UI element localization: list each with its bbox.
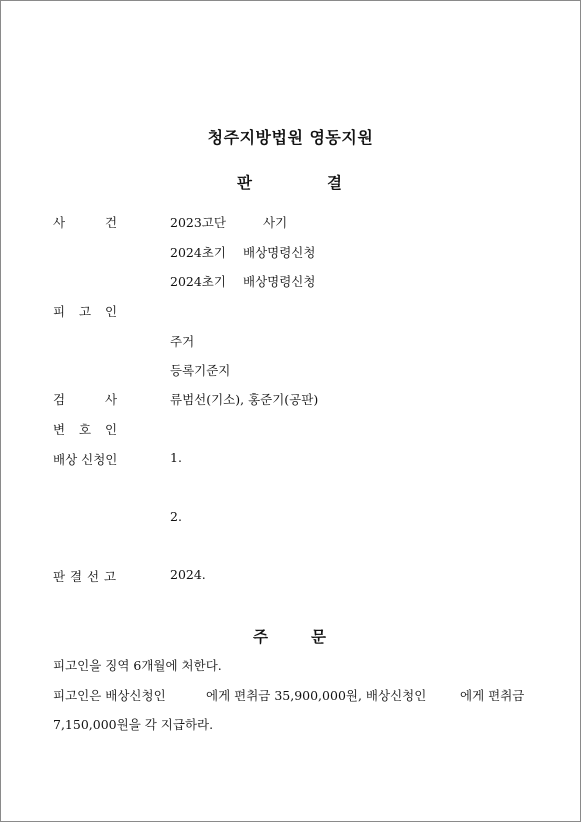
case-name-3: 배상명령신청 xyxy=(243,274,316,289)
case-number-2: 2024초기 xyxy=(170,245,226,260)
judgment-date-label-char-4: 고 xyxy=(104,569,117,584)
judgment-heading-char-1: 판 xyxy=(237,174,252,192)
case-number-3: 2024초기 xyxy=(170,274,226,289)
defendant-address-label: 주거 xyxy=(170,334,195,349)
prosecutor-label-char-1: 검 xyxy=(53,392,66,407)
order-heading-char-1: 주 xyxy=(253,628,268,646)
applicant-item-1: 1. xyxy=(170,450,182,465)
ruling-line-3: 7,150,000원을 각 지급하라. xyxy=(53,717,214,732)
counsel-label-char-3: 인 xyxy=(105,422,118,437)
prosecutor-label-char-2: 사 xyxy=(105,392,118,407)
prosecutor-names: 류범선(기소), 홍준기(공판) xyxy=(170,392,319,407)
ruling-line-2-part-3: 에게 편취금 xyxy=(460,688,525,703)
case-label-char-1: 사 xyxy=(53,215,66,230)
order-heading-char-2: 문 xyxy=(311,628,326,646)
ruling-line-2-part-1: 피고인은 배상신청인 xyxy=(53,688,166,703)
court-name: 청주지방법원 영동지원 xyxy=(207,128,374,147)
applicant-label: 배상 신청인 xyxy=(53,452,118,467)
defendant-label-char-1: 피 xyxy=(53,304,66,319)
case-name-2: 배상명령신청 xyxy=(243,245,316,260)
case-number-1: 2023고단 xyxy=(170,215,226,230)
judgment-date-value: 2024. xyxy=(170,567,206,582)
defendant-label-char-3: 인 xyxy=(105,304,118,319)
defendant-registration-label: 등록기준지 xyxy=(170,363,231,378)
judgment-date-label-char-1: 판 xyxy=(53,569,66,584)
case-name-1: 사기 xyxy=(263,215,288,230)
counsel-label-char-1: 변 xyxy=(53,422,66,437)
counsel-label-char-2: 호 xyxy=(79,422,92,437)
defendant-label-char-2: 고 xyxy=(79,304,92,319)
judgment-date-label-char-2: 결 xyxy=(70,569,83,584)
ruling-line-2-part-2: 에게 편취금 35,900,000원, 배상신청인 xyxy=(206,688,427,703)
case-label-char-2: 건 xyxy=(105,215,118,230)
judgment-date-label-char-3: 선 xyxy=(87,569,100,584)
judgment-heading-char-2: 결 xyxy=(327,174,342,192)
applicant-item-2: 2. xyxy=(170,509,182,524)
ruling-line-1: 피고인을 징역 6개월에 처한다. xyxy=(53,658,222,673)
